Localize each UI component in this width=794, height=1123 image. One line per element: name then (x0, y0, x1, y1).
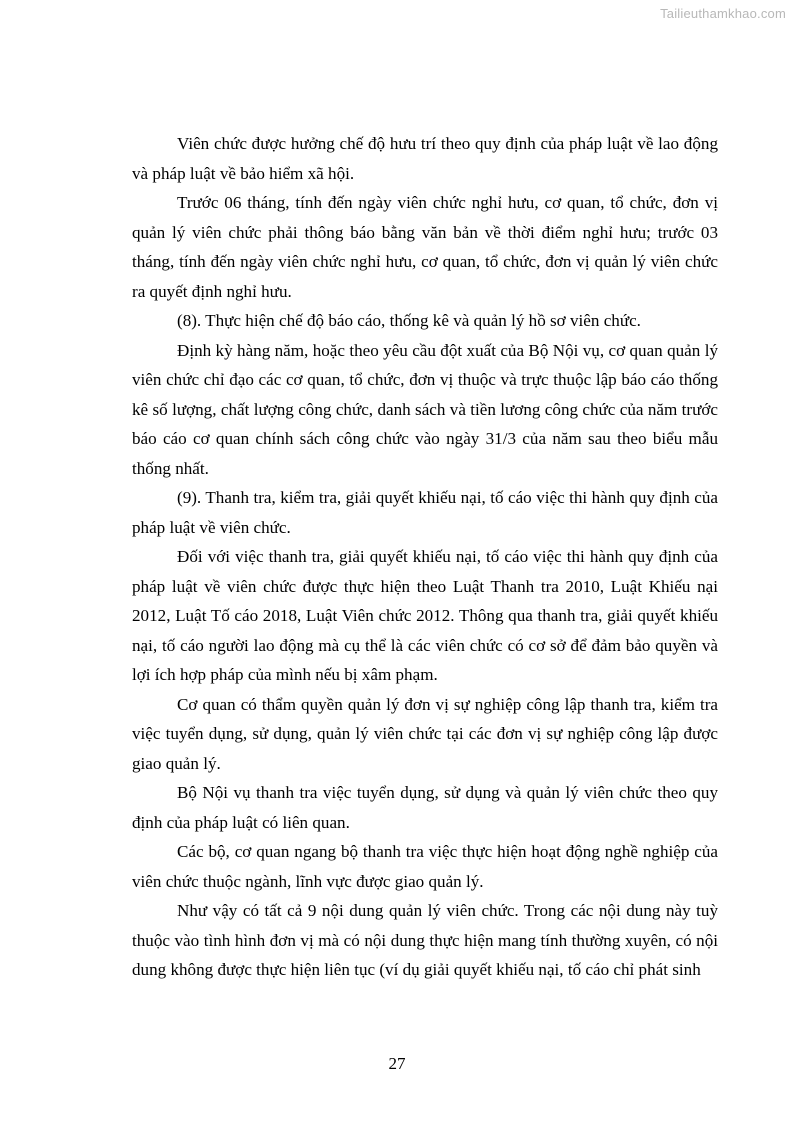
body-text (132, 129, 718, 985)
paragraph: Trước 06 tháng, tính đến ngày viên chức nghỉ hưu, cơ quan, tổ chức, đơn vị quản lý viên chức phải thông báo bằng văn bản về thời điểm nghỉ hưu; trước 03 tháng, tính đến ngày viên chức nghỉ hưu, cơ quan, tổ chức, đơn vị quản lý viên chức ra quyết định nghỉ hưu. (132, 193, 718, 301)
paragraph: Các bộ, cơ quan ngang bộ thanh tra việc thực hiện hoạt động nghề nghiệp của viên chức thuộc ngành, lĩnh vực được giao quản lý. (132, 842, 718, 891)
paragraph: Viên chức được hưởng chế độ hưu trí theo quy định của pháp luật về lao động và pháp luật về bảo hiểm xã hội. (132, 134, 718, 183)
watermark: Tailieuthamkhao.com (660, 6, 786, 21)
paragraph: Cơ quan có thẩm quyền quản lý đơn vị sự nghiệp công lập thanh tra, kiểm tra việc tuyển dụng, sử dụng, quản lý viên chức tại các đơn vị sự nghiệp công lập được giao quản lý. (132, 694, 718, 773)
paragraph: Bộ Nội vụ thanh tra việc tuyển dụng, sử dụng và quản lý viên chức theo quy định của pháp luật có liên quan. (132, 783, 718, 832)
paragraph: Đối với việc thanh tra, giải quyết khiếu nại, tố cáo việc thi hành quy định của pháp luật về viên chức được thực hiện theo Luật Thanh tra 2010, Luật Khiếu nại 2012, Luật Tố cáo 2018, Luật Viên chức 2012. Thông qua thanh tra, giải quyết khiếu nại, tố cáo người lao động mà cụ thể là các viên chức có cơ sở để đảm bảo quyền và lợi ích hợp pháp của mình nếu bị xâm phạm. (132, 547, 718, 684)
paragraph: Như vậy có tất cả 9 nội dung quản lý viên chức. Trong các nội dung này tuỳ thuộc vào tình hình đơn vị mà có nội dung thực hiện mang tính thường xuyên, có nội dung không được thực hiện liên tục (ví dụ giải quyết khiếu nại, tố cáo chỉ phát sinh (132, 901, 718, 979)
paragraph: Định kỳ hàng năm, hoặc theo yêu cầu đột xuất của Bộ Nội vụ, cơ quan quản lý viên chức chỉ đạo các cơ quan, tổ chức, đơn vị thuộc và trực thuộc lập báo cáo thống kê số lượng, chất lượng công chức, danh sách và tiền lương công chức của năm trước báo cáo cơ quan chính sách công chức vào ngày 31/3 của năm sau theo biểu mẫu thống nhất. (132, 340, 718, 478)
page-number: 27 (388, 1054, 406, 1073)
section-heading: (9). Thanh tra, kiểm tra, giải quyết khiếu nại, tố cáo việc thi hành quy định của pháp luật về viên chức. (132, 488, 718, 537)
section-heading: (8). Thực hiện chế độ báo cáo, thống kê và quản lý hồ sơ viên chức. (177, 311, 641, 330)
